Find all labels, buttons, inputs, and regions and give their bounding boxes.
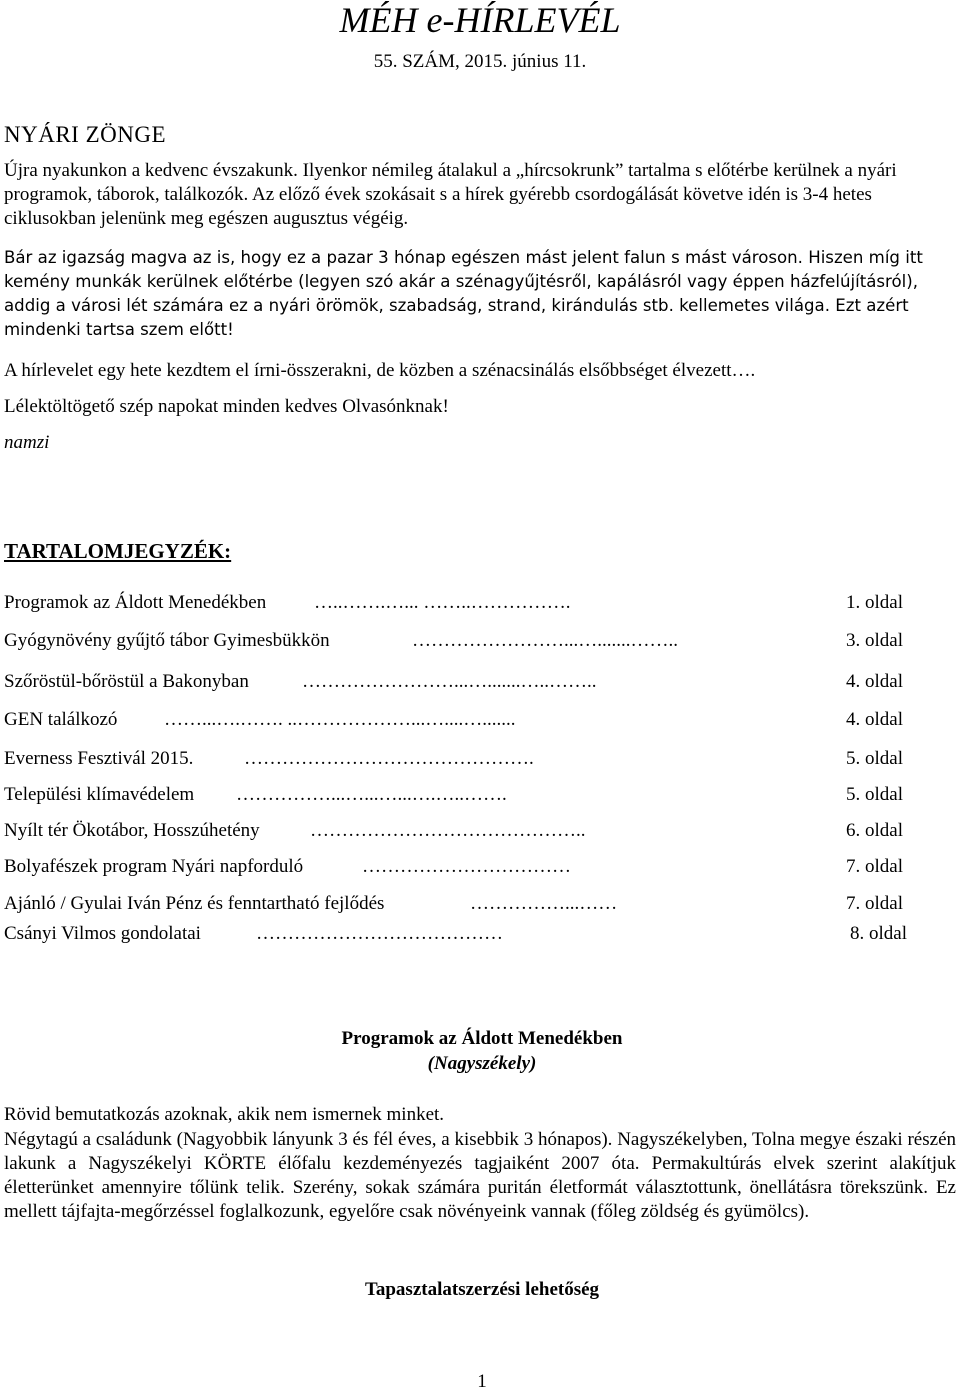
toc-item-dots: ……...….……. ..………………...…....….......	[164, 709, 516, 730]
toc-item-label: Gyógynövény gyűjtő tábor Gyimesbükkön	[4, 630, 330, 651]
toc-item-dots: …………………………………	[256, 923, 503, 944]
toc-item-dots: ……………………...….......……..	[412, 630, 678, 651]
toc-item-page: 5. oldal	[846, 784, 903, 805]
toc-item-label: Szőröstül-bőröstül a Bakonyban	[4, 671, 249, 692]
toc-item-label: Ajánló / Gyulai Iván Pénz és fenntartható fejlődés	[4, 893, 385, 914]
toc-item-page: 8. oldal	[850, 923, 907, 944]
newsletter-title: MÉH e-HÍRLEVÉL	[339, 0, 621, 40]
issue-date: 55. SZÁM, 2015. június 11.	[373, 51, 587, 72]
article-title: Programok az Áldott Menedékben	[341, 1028, 623, 1049]
toc-item-label: Nyílt tér Ökotábor, Hosszúhetény	[4, 820, 260, 841]
toc-item-label: Települési klímavédelem	[4, 784, 195, 805]
toc-item-dots: ……………………………………….	[244, 748, 534, 769]
toc-item-page: 6. oldal	[846, 820, 903, 841]
page-number: 1	[477, 1371, 487, 1392]
toc-item-page: 4. oldal	[846, 671, 903, 692]
toc-item-dots: ……………...……	[470, 893, 618, 914]
article-subheading: Tapasztalatszerzési lehetőség	[364, 1279, 600, 1300]
toc-item-page: 7. oldal	[846, 893, 903, 914]
toc-item-dots: ……………...…...…...….…..…….	[236, 784, 507, 805]
toc-item-label: Programok az Áldott Menedékben	[4, 592, 267, 613]
toc-item-label: Everness Fesztivál 2015.	[4, 748, 194, 769]
toc-item-page: 1. oldal	[846, 592, 903, 613]
toc-item-page: 7. oldal	[846, 856, 903, 877]
article-paragraph-2: Négytagú a családunk (Nagyobbik lányunk 3 és fél éves, a kisebbik 3 hónapos). Nagyszékelyben, Tolna megye északi részén lakunk a Nagyszékelyi KÖRTE élőfalu kezdeményezés tagjaiként 2007 óta. Permakultúrás elvek szerint alakítjuk életterünket amennyire tőlünk telik. Szerény, sokak számára puritán életformát választottunk, önellátásra törekszünk. Ez mellett tájfajta-megőrzéssel foglalkozunk, egyelőre csak növényeink vannak (főleg zöldség és gyümölcs).	[4, 1129, 956, 1222]
intro-paragraph-1a	[4, 159, 956, 231]
intro-paragraph-3: A hírlevelet egy hete kezdtem el írni-összerakni, de közben a szénacsinálás elsőbbséget élvezett….	[4, 360, 756, 381]
toc-item-dots: ……………………...….......…..……..	[302, 671, 597, 692]
article-paragraph-1: Rövid bemutatkozás azoknak, akik nem ismernek minket.	[4, 1104, 445, 1125]
article-subtitle: (Nagyszékely)	[427, 1053, 537, 1074]
toc-item-dots: …..…….…... ……..…………….	[314, 592, 571, 613]
toc-item-dots: ……………………………	[362, 856, 571, 877]
section-heading-nyari-zonge: NYÁRI ZÖNGE	[4, 122, 167, 147]
toc-heading: TARTALOMJEGYZÉK:	[4, 539, 232, 563]
toc-item-dots: ……………………………………..	[310, 820, 586, 841]
toc-item-label: Csányi Vilmos gondolatai	[4, 923, 201, 944]
toc-item-label: Bolyafészek program Nyári napforduló	[4, 856, 304, 877]
intro-paragraph-4: Lélektöltögető szép napokat minden kedves Olvasónknak!	[4, 396, 449, 417]
toc-item-label: GEN találkozó	[4, 709, 118, 730]
toc-item-page: 4. oldal	[846, 709, 903, 730]
toc-item-page: 3. oldal	[846, 630, 903, 651]
intro-paragraph-1: Újra nyakunkon a kedvenc évszakunk. Ilyenkor némileg átalakul a „hírcsokrunk” tartalma s előtérbe kerülnek a nyári programok, táborok, találkozók. Az előző évek szokásait s a hírek gyérebb csordogálását követve idén is 3-4 hetes ciklusokban jelenünk meg egészen augusztus végéig.	[4, 160, 897, 229]
intro-paragraph-2: Bár az igazság magva az is, hogy ez a pazar 3 hónap egészen mást jelent falun s mást városon. Hiszen míg itt kemény munkák kerülnek előtérbe (legyen szó akár a szénagyűjtésről, kapálásról vagy éppen házfelújításról), addig a városi lét számára ez a nyári örömök, szabadság, strand, kirándulás stb. kellemetes világa. Ezt azért mindenki tartsa szem előtt!	[4, 248, 923, 339]
toc-item-page: 5. oldal	[846, 748, 903, 769]
signature: namzi	[4, 432, 50, 453]
